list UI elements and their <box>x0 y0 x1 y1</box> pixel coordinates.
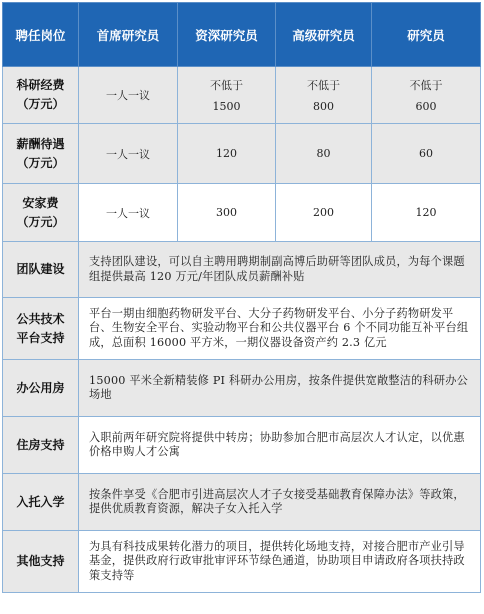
team-building-label: 团队建设 <box>3 242 79 298</box>
settlement-chief: 一人一议 <box>79 184 178 242</box>
salary-chief: 一人一议 <box>79 124 178 184</box>
platform-support-text: 平台一期由细胞药物研发平台、大分子药物研发平台、小分子药物研发平台、生物安全平台、实验动物平台和公共仪器平台 6 个不同功能互补平台组成，总面积 16000 平方米，一期仪器设备资产约 2.3 亿元 <box>79 298 481 360</box>
header-senior-researcher: 资深研究员 <box>178 3 276 67</box>
salary-label: 薪酬待遇 （万元） <box>3 124 79 184</box>
office-space-label: 办公用房 <box>3 360 79 417</box>
header-position: 聘任岗位 <box>3 3 79 67</box>
header-researcher: 研究员 <box>372 3 481 67</box>
office-space-text: 15000 平米全新精装修 PI 科研办公用房，按条件提供宽敞整洁的科研办公场地 <box>79 360 481 417</box>
childcare-row <box>3 474 481 531</box>
other-support-row <box>3 531 481 593</box>
platform-support-row <box>3 298 481 360</box>
research-funds-row <box>3 67 481 124</box>
salary-researcher: 60 <box>372 124 481 184</box>
office-space-row <box>3 360 481 417</box>
salary-senior: 120 <box>178 124 276 184</box>
research-funds-senior: 不低于 1500 <box>178 67 276 124</box>
talent-benefits-table <box>2 2 481 593</box>
other-support-label: 其他支持 <box>3 531 79 593</box>
childcare-text: 按条件享受《合肥市引进高层次人才子女接受基础教育保障办法》等政策，提供优质教育资源，解决子女入托入学 <box>79 474 481 531</box>
housing-support-label: 住房支持 <box>3 417 79 474</box>
platform-support-label: 公共技术 平台支持 <box>3 298 79 360</box>
research-funds-advanced: 不低于 800 <box>276 67 372 124</box>
research-funds-researcher: 不低于 600 <box>372 67 481 124</box>
settlement-row <box>3 184 481 242</box>
salary-advanced: 80 <box>276 124 372 184</box>
team-building-row <box>3 242 481 298</box>
team-building-text: 支持团队建设，可以自主聘用聘期制副高博后助研等团队成员，为每个课题组提供最高 120 万元/年团队成员薪酬补贴 <box>79 242 481 298</box>
housing-support-text: 入职前两年研究院将提供中转房；协助参加合肥市高层次人才认定，以优惠价格申购人才公寓 <box>79 417 481 474</box>
settlement-senior: 300 <box>178 184 276 242</box>
childcare-label: 入托入学 <box>3 474 79 531</box>
research-funds-chief: 一人一议 <box>79 67 178 124</box>
settlement-researcher: 120 <box>372 184 481 242</box>
settlement-label: 安家费 （万元） <box>3 184 79 242</box>
settlement-advanced: 200 <box>276 184 372 242</box>
header-advanced-researcher: 高级研究员 <box>276 3 372 67</box>
salary-row <box>3 124 481 184</box>
other-support-text: 为具有科技成果转化潜力的项目，提供转化场地支持，对接合肥市产业引导基金，提供政府行政审批审评环节绿色通道，协助项目申请政府各项扶持政策支持等 <box>79 531 481 593</box>
housing-support-row <box>3 417 481 474</box>
header-row <box>3 3 481 67</box>
header-chief-researcher: 首席研究员 <box>79 3 178 67</box>
research-funds-label: 科研经费 （万元） <box>3 67 79 124</box>
